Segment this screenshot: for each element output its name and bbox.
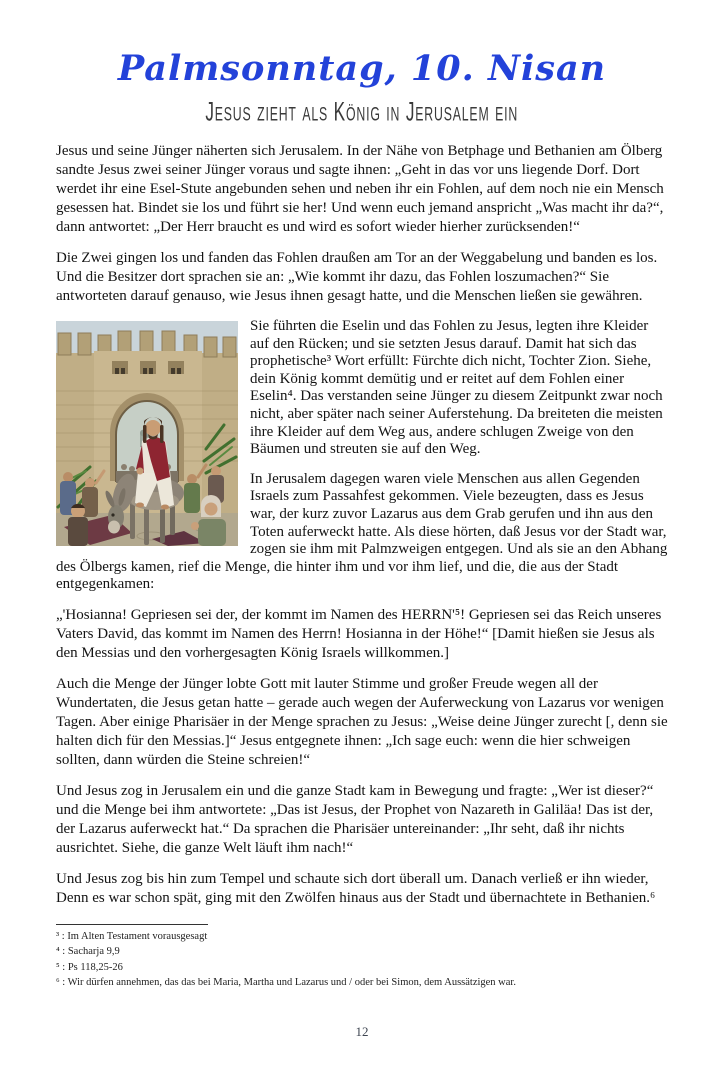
paragraph-8: Und Jesus zog bis hin zum Tempel und schaute sich dort überall um. Danach verließ er ihn wieder, Denn es war schon spät, ging mit den Zwölfen hinaus aus der Stadt und übernachtete in Bethanien.⁶: [56, 870, 656, 906]
figure-text-block: [56, 318, 668, 606]
page-subtitle: [56, 99, 668, 126]
footnote: ⁵ : Ps 118,25-26: [56, 961, 123, 973]
page-title: Palmsonntag, 10. Nisan: [117, 48, 607, 89]
paragraph-4: In Jerusalem dagegen waren viele Menschen aus allen Gegenden Israels zum Passahfest gekommen. Viele bezeugten, dass es Jesus war, der kurz zuvor Lazarus aus dem Grab gerufen und ihn aus den Toten auferweckt hatte. Als diese hörten, daß Jesus vor der Stadt war, zogen sie ihm mit Palmzweigen entgegen. Und als sie an den Abhang des Ölbergs kamen, rief die Menge, die hinter ihm und vor ihm lief, und die, die aus der Stadt entgegenkamen:: [56, 470, 668, 593]
paragraph-3: Sie führten die Eselin und das Fohlen zu Jesus, legten ihre Kleider auf den Rücken; und sie setzten Jesus darauf. Damit hat sich das prophetische³ Wort erfüllt: Fürchte dich nicht, Tochter Zion. Siehe, dein König kommt demütig und er reitet auf dem Fohlen einer Eselin⁴. Das verstanden seine Jünger zu diesem Zeitpunkt zwar noch nicht, aber später nach seiner Auferstehung. Da breiteten die meisten ihre Kleider auf dem Weg aus, andere schlugen Zweige von den Bäumen und streuten sie auf den Weg.: [250, 318, 663, 458]
footnotes: [56, 930, 668, 990]
page-number: 12: [355, 1024, 369, 1039]
footnote-divider: [56, 924, 208, 925]
page-subtitle-text: Jesus zieht als König in Jerusalem ein: [205, 97, 519, 128]
body-text: [56, 142, 668, 908]
paragraph-6: Auch die Menge der Jünger lobte Gott mit lauter Stimme und großer Freude wegen all der Wundertaten, die Jesus getan hatte – gerade auch wegen der Auferweckung von Lazarus vor wenigen Tagen. Aber einige Pharisäer in der Menge sprachen zu Jesus: „Weise deine Jünger zurecht [, denn sie halten dich für den Messias.]“ Jesus entgegnete ihnen: „Ich sage euch: wenn die hier schweigen sollten, dann würden die Steine schreien!“: [56, 675, 668, 768]
footnote: ⁴ : Sacharja 9,9: [56, 946, 120, 958]
document-page: [0, 48, 724, 1072]
palm-sunday-illustration: [56, 321, 238, 546]
footnote: ⁶ : Wir dürfen annehmen, das das bei Maria, Martha und Lazarus und / oder bei Simon, dem Aussätzigen war.: [56, 977, 516, 989]
paragraph-5: „'Hosianna! Gepriesen sei der, der kommt im Namen des HERRN'⁵! Gepriesen sei das Reich unseres Vaters David, das kommt im Namen des Herrn! Hosianna in der Höhe!“ [Damit hießen sie Jesus als den Messias und den vorhergesagten König Israels willkommen.]: [56, 606, 662, 661]
footnote: ³ : Im Alten Testament vorausgesagt: [56, 930, 208, 942]
paragraph-1: Jesus und seine Jünger näherten sich Jerusalem. In der Nähe von Betphage und Bethanien am Ölberg sandte Jesus zwei seiner Jünger voraus und sagte ihnen: „Geht in das vor uns liegende Dorf. Dort werdet ihr eine Esel-Stute angebunden sehen und neben ihr ein Fohlen, auf dem noch nie ein Mensch gesessen hat. Bindet sie los und führt sie her! Und wenn euch jemand anspricht „Was macht ihr da?“, dann antwortet: „Der Herr braucht es und wird es sofort wieder hierher zurücksenden!“: [56, 143, 664, 235]
paragraph-7: Und Jesus zog in Jerusalem ein und die ganze Stadt kam in Bewegung und fragte: „Wer ist dieser?“ und die Menge bei ihm antwortete: „Das ist Jesus, der Prophet von Nazareth in Galiläa! Das ist der, der Lazarus auferweckt hat.“ Da sprachen die Pharisäer untereinander: „Ihr seht, daß ihr nichts ausrichtet. Siehe, die ganze Welt läuft ihm nach!“: [56, 782, 654, 856]
paragraph-2: Die Zwei gingen los und fanden das Fohlen draußen am Tor an der Weggabelung und banden es los. Und die Besitzer dort sprachen sie an: „Wie kommt ihr dazu, das Fohlen loszumachen?“ Sie antworteten darauf genauso, wie Jesus ihnen gesagt hatte, und die Menschen ließen sie gewähren.: [56, 250, 658, 304]
